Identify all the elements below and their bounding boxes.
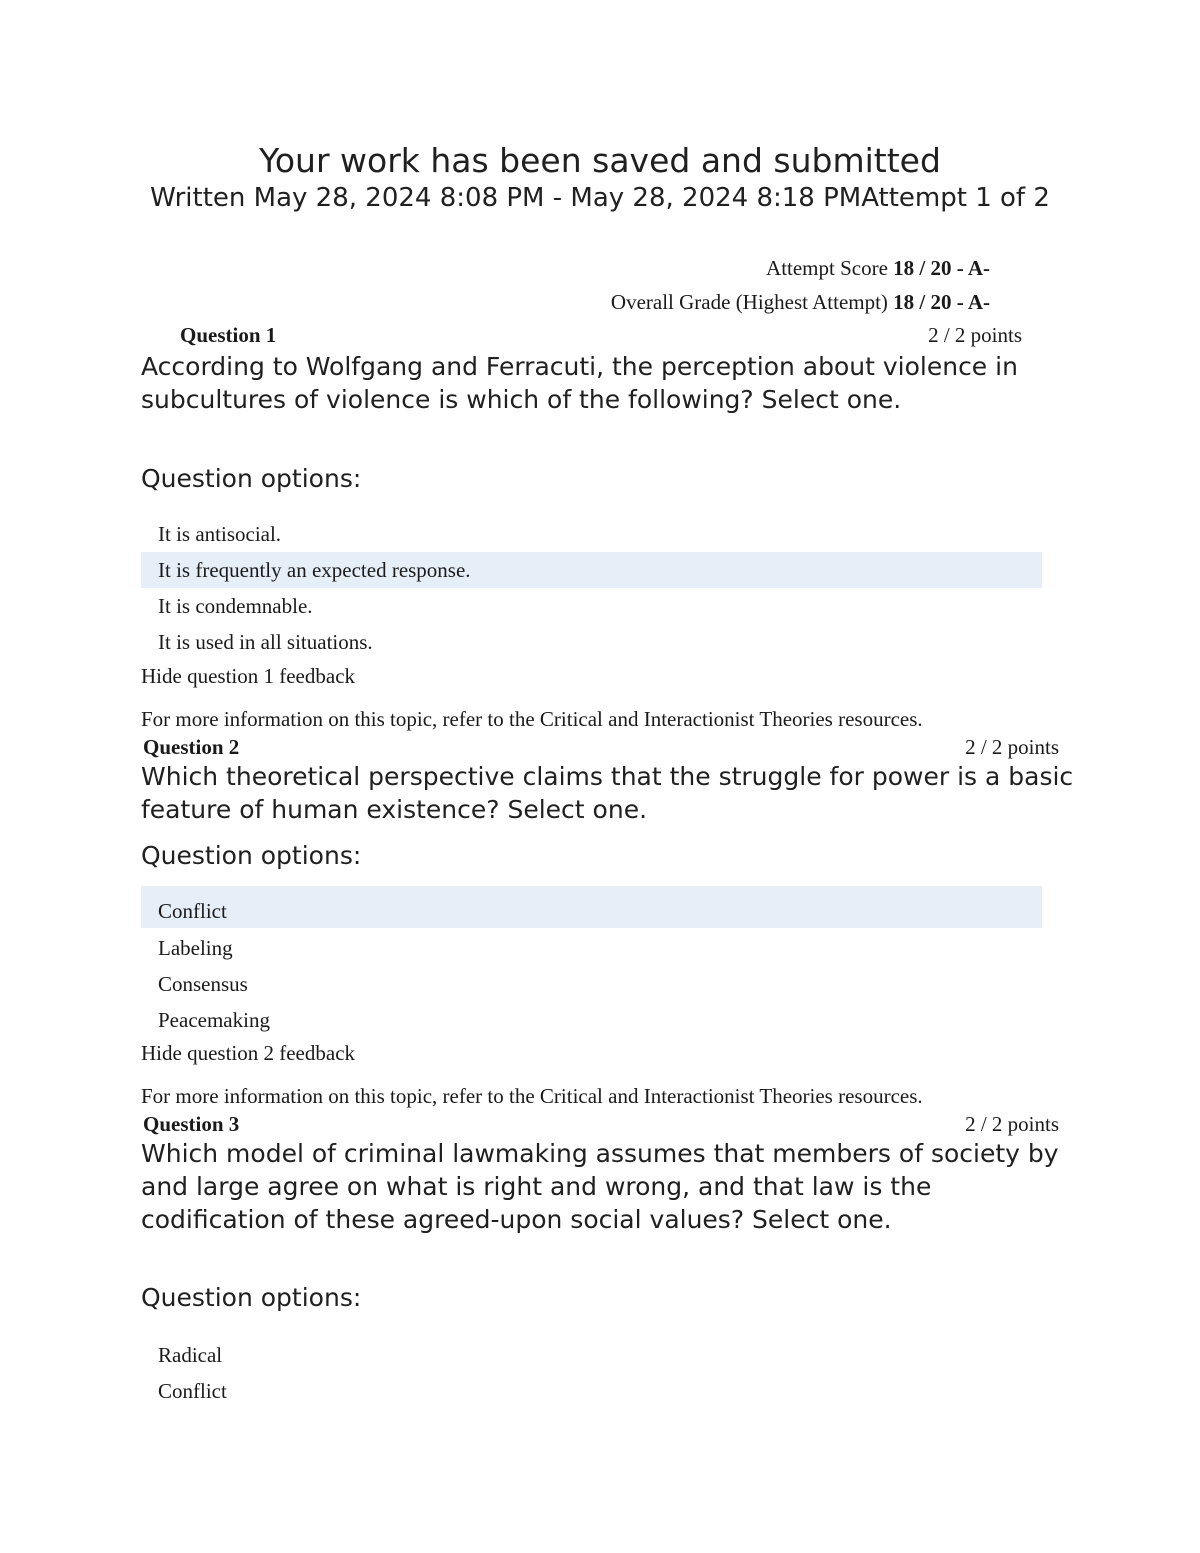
- question-1-text: According to Wolfgang and Ferracuti, the perception about violence in subcultures of violence is which of the following? Select one.: [141, 352, 1018, 414]
- overall-grade-label: Overall Grade (Highest Attempt): [610, 290, 888, 314]
- question-1-feedback: For more information on this topic, refer to the Critical and Interactionist Theories resources.: [141, 707, 923, 731]
- question-3-label: Question 3: [143, 1112, 240, 1136]
- question-1-option[interactable]: It is condemnable.: [158, 594, 313, 618]
- question-1-options-heading: Question options:: [141, 464, 362, 493]
- question-2-label: Question 2: [143, 735, 240, 759]
- attempt-score-label: Attempt Score: [766, 256, 888, 280]
- question-1-points: 2 / 2 points: [928, 323, 1022, 347]
- question-1-option[interactable]: It is antisocial.: [158, 522, 282, 546]
- question-3-options-heading: Question options:: [141, 1283, 362, 1312]
- page-title: Your work has been saved and submitted: [259, 141, 941, 180]
- question-3-points: 2 / 2 points: [965, 1112, 1059, 1136]
- question-2-option[interactable]: Consensus: [158, 972, 248, 996]
- overall-grade-value: 18 / 20 - A-: [893, 290, 990, 314]
- question-1-option[interactable]: It is used in all situations.: [158, 630, 373, 654]
- question-2-option[interactable]: Labeling: [158, 936, 233, 960]
- question-2-feedback: For more information on this topic, refer to the Critical and Interactionist Theories resources.: [141, 1084, 923, 1108]
- question-3-text: Which model of criminal lawmaking assumes that members of society by and large agree on what is right and wrong, and that law is the codification of these agreed-upon social values? Select one.: [141, 1139, 1059, 1234]
- hide-question-1-feedback-link[interactable]: Hide question 1 feedback: [141, 664, 356, 688]
- attempt-info: Written May 28, 2024 8:08 PM - May 28, 2024 8:18 PMAttempt 1 of 2: [150, 183, 1050, 213]
- question-2-option[interactable]: Peacemaking: [158, 1008, 270, 1032]
- question-2-option-selected[interactable]: Conflict: [141, 886, 1042, 928]
- question-2-options-heading: Question options:: [141, 841, 362, 870]
- question-3-option[interactable]: Conflict: [158, 1379, 227, 1403]
- overall-grade: [611, 288, 990, 316]
- hide-question-2-feedback-link[interactable]: Hide question 2 feedback: [141, 1041, 356, 1065]
- question-2-points: 2 / 2 points: [965, 735, 1059, 759]
- question-2-text: Which theoretical perspective claims that the struggle for power is a basic feature of human existence? Select one.: [141, 762, 1074, 824]
- attempt-score: [766, 254, 990, 282]
- question-1-label: Question 1: [180, 323, 277, 347]
- attempt-score-value: 18 / 20 - A-: [893, 256, 990, 280]
- question-1-option-selected[interactable]: It is frequently an expected response.: [141, 552, 1042, 588]
- question-3-option[interactable]: Radical: [158, 1343, 223, 1367]
